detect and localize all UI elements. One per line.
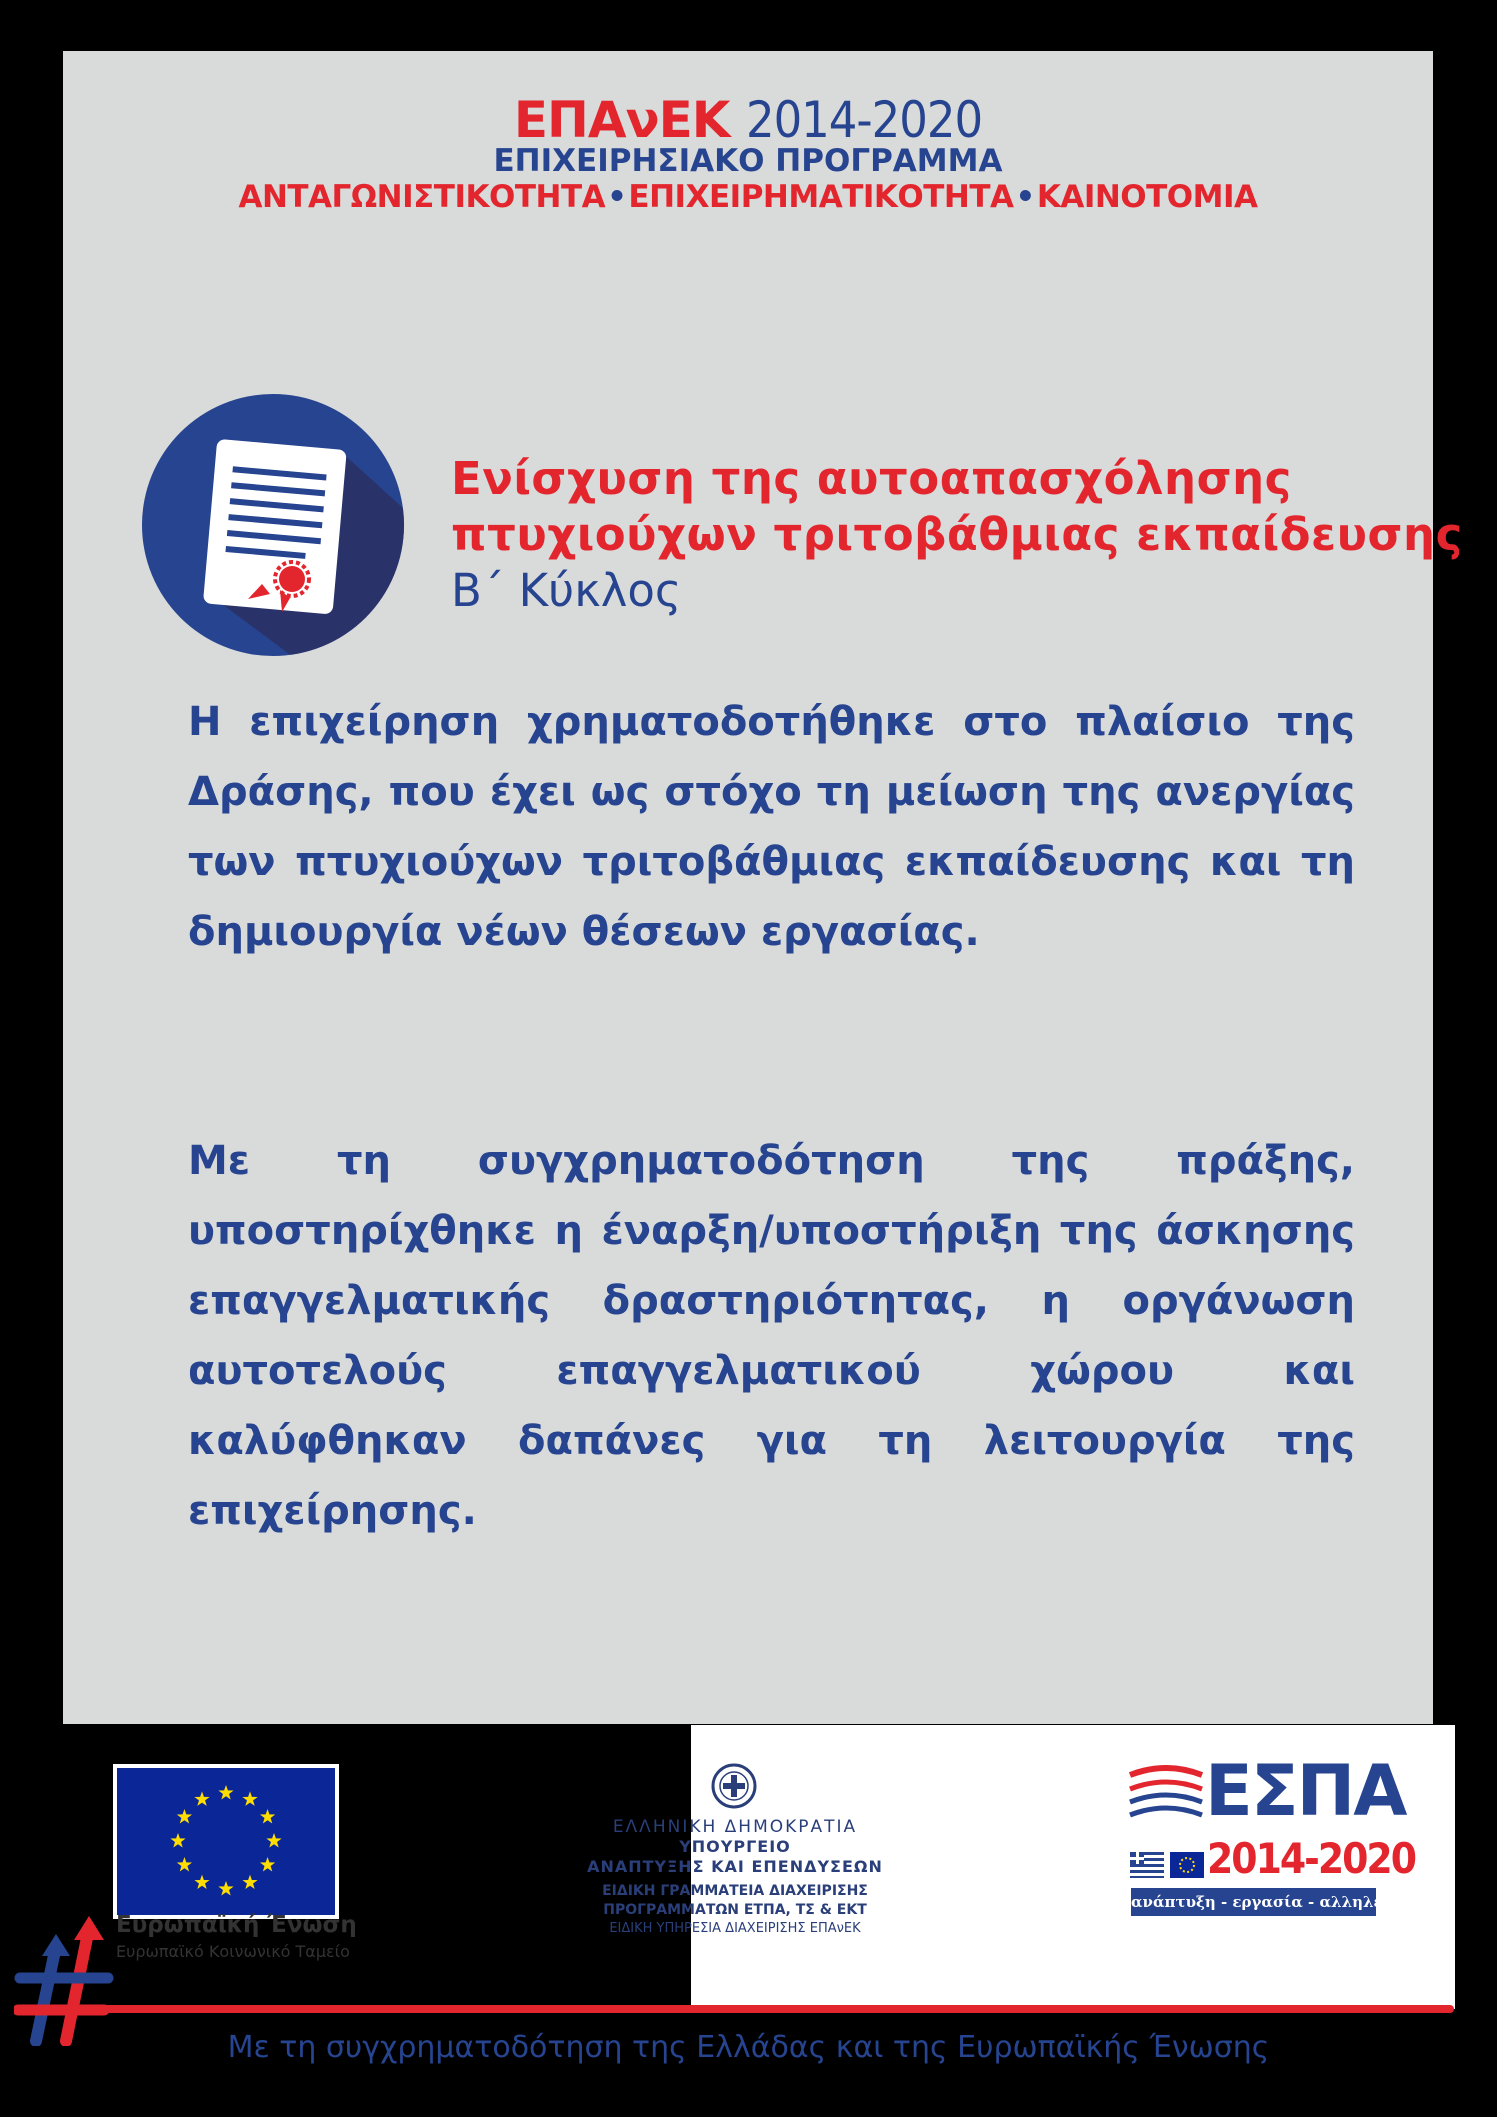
- theme-separator: •: [607, 179, 627, 215]
- hashtag-logo-icon: [14, 1916, 114, 2046]
- title-line-1: Ενίσχυση της αυτοαπασχόλησης: [451, 452, 1292, 505]
- cofunding-statement: Με τη συγχρηματοδότηση της Ελλάδας και της Ευρωπαϊκής Ένωσης: [227, 2030, 1270, 2065]
- gov-ministry-name: ΑΝΑΠΤΥΞΗΣ ΚΑΙ ΕΠΕΝΔΥΣΕΩΝ: [587, 1857, 883, 1876]
- theme-entrepreneurship: ΕΠΙΧΕΙΡΗΜΑΤΙΚΟΤΗΤΑ: [628, 179, 1014, 215]
- title-cycle: Β΄ Κύκλος: [451, 564, 682, 617]
- program-subtitle: ΕΠΙΧΕΙΡΗΣΙΑΚΟ ΠΡΟΓΡΑΜΜΑ: [493, 143, 1003, 179]
- brand-years: 2014-2020: [745, 91, 983, 149]
- title-line-2: πτυχιούχων τριτοβάθμιας εκπαίδευσης: [451, 508, 1463, 561]
- gov-secretariat: ΕΙΔΙΚΗ ΓΡΑΜΜΑΤΕΙΑ ΔΙΑΧΕΙΡΙΣΗΣ: [602, 1883, 868, 1899]
- certificate-icon: [142, 394, 404, 656]
- theme-competitiveness: ΑΝΤΑΓΩΝΙΣΤΙΚΟΤΗΤΑ: [238, 179, 606, 215]
- eu-fund: Ευρωπαϊκό Κοινωνικό Ταμείο: [116, 1942, 350, 1961]
- espa-waves-icon: [1128, 1765, 1204, 1823]
- espa-logo-text: ΕΣΠΑ: [1205, 1750, 1406, 1832]
- espa-years: 2014-2020: [1207, 1834, 1416, 1883]
- description-paragraph-2: Με τη συγχρηματοδότηση της πράξης, υποστηρίχθηκε η έναρξη/υποστήριξη της άσκησης επαγγελματικής δραστηριότητας, η οργάνωση αυτοτελούς επαγγελματικού χώρου και καλύφθηκαν δαπάνες για τη λειτουργία της επιχείρησης.: [188, 1138, 1355, 1534]
- theme-innovation: ΚΑΙΝΟΤΟΜΙΑ: [1036, 179, 1258, 215]
- poster-panel: [63, 51, 1463, 1724]
- gov-service: ΕΙΔΙΚΗ ΥΠΗΡΕΣΙΑ ΔΙΑΧΕΙΡΙΣΗΣ ΕΠΑνΕΚ: [609, 1921, 861, 1936]
- gov-ministry: ΥΠΟΥΡΓΕΙΟ: [679, 1837, 791, 1856]
- eu-flag-icon: [113, 1764, 339, 1919]
- espa-tagline: ανάπτυξη - εργασία - αλληλεγγύη: [1131, 1888, 1376, 1916]
- theme-separator: •: [1015, 179, 1035, 215]
- footer-divider: [14, 2005, 1454, 2013]
- brand-name: ΕΠΑνΕΚ: [513, 91, 730, 149]
- action-title: [451, 451, 1463, 619]
- program-brand: [63, 91, 1433, 149]
- gov-republic: ΕΛΛΗΝΙΚΗ ΔΗΜΟΚΡΑΤΙΑ: [612, 1817, 858, 1837]
- gov-programmes: ΠΡΟΓΡΑΜΜΑΤΩΝ ΕΤΠΑ, ΤΣ & ΕΚΤ: [603, 1902, 867, 1918]
- greece-eu-flags-icon: [1130, 1852, 1204, 1878]
- description-paragraph-1: Η επιχείρηση χρηματοδοτήθηκε στο πλαίσιο της Δράσης, που έχει ως στόχο τη μείωση της ανεργίας των πτυχιούχων τριτοβάθμιας εκπαίδευσης και τη δημιουργία νέων θέσεων εργασίας.: [188, 699, 1355, 955]
- eu-name: Ευρωπαϊκή Ένωση: [116, 1912, 357, 1938]
- program-themes: [63, 179, 1433, 215]
- hellenic-republic-seal-icon: [711, 1763, 757, 1809]
